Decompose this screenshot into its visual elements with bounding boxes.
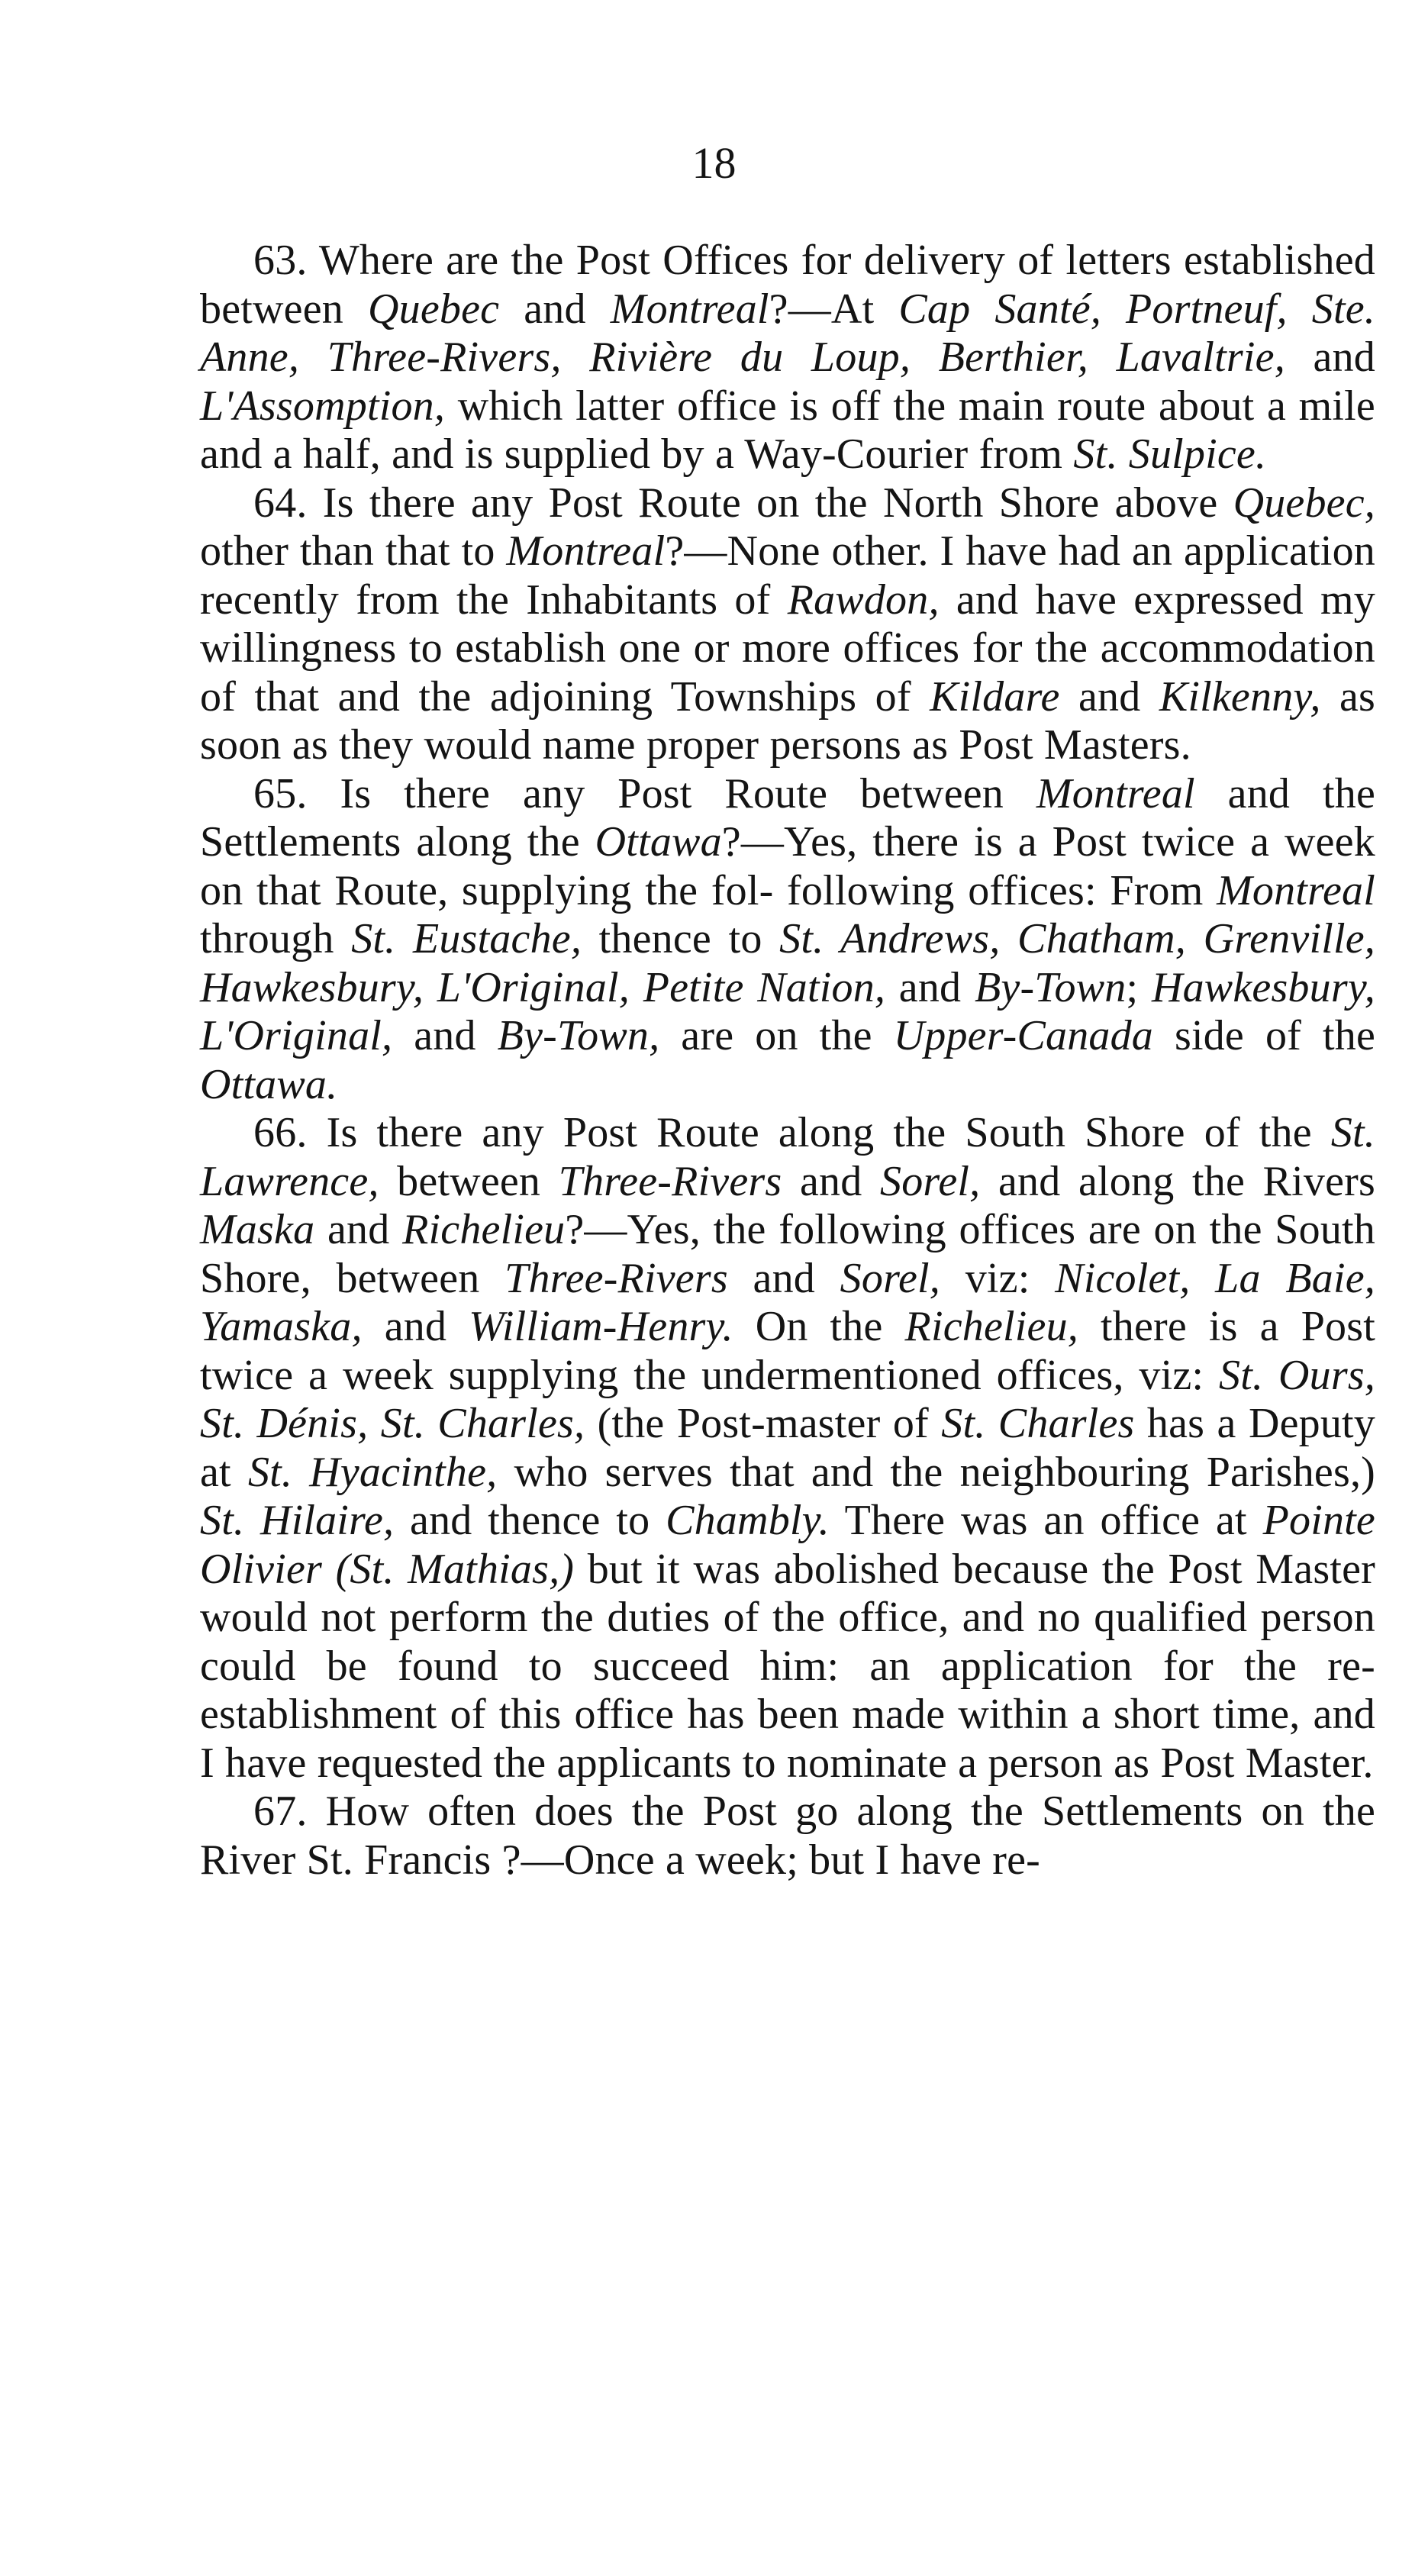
text-run: side of the: [1153, 1012, 1376, 1059]
text-run: and: [314, 1206, 403, 1253]
text-run: between: [379, 1157, 559, 1205]
italic-text: Hawkesbury, L'Original,: [200, 963, 1375, 1059]
text-run: and thence to: [394, 1497, 666, 1544]
text-run: ?—Yes, there is a Post twice a week on that Route, supplying the fol- following offices: From: [200, 818, 1375, 914]
text-run: 66. Is there any Post Route along the South Shore of the: [253, 1109, 1331, 1156]
italic-text: Three-Rivers: [558, 1157, 782, 1205]
body-text: [200, 237, 1375, 1884]
italic-text: Nicolet, La Baie, Yamaska,: [200, 1254, 1375, 1350]
italic-text: Montreal: [610, 285, 769, 333]
text-run: are on the: [659, 1012, 894, 1059]
text-run: viz:: [940, 1254, 1056, 1302]
paragraph-q63: [200, 237, 1375, 479]
paragraph-q66: [200, 1109, 1375, 1788]
text-run: ?—None other. I have had an application recently from the Inhabitants of: [200, 527, 1375, 624]
text-run: and: [1285, 334, 1376, 381]
page-number: 18: [691, 138, 737, 188]
italic-text: Cap Santé, Portneuf, Ste. Anne, Three-Rivers, Rivière du Loup, Berthier, Lavaltrie,: [200, 285, 1375, 381]
text-run: 65. Is there any Post Route between: [253, 769, 1036, 817]
italic-text: By-Town: [974, 963, 1127, 1011]
text-run: there is a Post twice a week supplying the undermentioned offices, viz:: [200, 1303, 1375, 1399]
italic-text: By-Town,: [497, 1012, 660, 1059]
italic-text: Kilkenny,: [1159, 672, 1321, 721]
italic-text: St. Sulpice.: [1073, 430, 1267, 478]
italic-text: Three-Rivers: [504, 1254, 728, 1302]
text-run: and: [392, 1012, 498, 1059]
text-run: who serves that and the neighbouring Parishes,): [497, 1448, 1376, 1496]
text-run: and: [727, 1254, 840, 1302]
italic-text: Richelieu,: [904, 1303, 1078, 1350]
text-run: as soon as they would name proper persons as Post Masters.: [200, 672, 1376, 769]
italic-text: Ottawa.: [200, 1060, 338, 1108]
italic-text: St. Ours, St. Dénis, St. Charles,: [200, 1351, 1376, 1447]
text-run: and: [885, 963, 975, 1011]
text-run: 64. Is there any Post Route on the North Shore above: [253, 479, 1233, 527]
text-run: (the Post-master of: [585, 1400, 942, 1447]
paragraph-q65: [200, 770, 1375, 1110]
text-run: has a Deputy at: [200, 1400, 1375, 1496]
text-run: which latter office is off the main route about a mile and a half, and is supplied by a Way-Courier from: [200, 382, 1375, 478]
italic-text: Sorel,: [880, 1157, 981, 1205]
italic-text: Rawdon,: [787, 575, 940, 624]
text-run: and: [782, 1157, 881, 1205]
text-run: and the Settlements along the: [200, 769, 1376, 866]
paragraph-q64: [200, 479, 1375, 770]
text-run: thence to: [582, 915, 780, 962]
italic-text: Ottawa: [595, 818, 722, 866]
italic-text: Chambly.: [666, 1497, 830, 1544]
italic-text: Quebec,: [1233, 479, 1375, 527]
text-run: and: [362, 1303, 469, 1350]
italic-text: St. Hyacinthe,: [247, 1448, 498, 1496]
italic-text: Montreal: [1217, 866, 1375, 914]
italic-text: Upper-Canada: [893, 1012, 1153, 1059]
text-run: through: [200, 915, 352, 962]
italic-text: St. Andrews, Chatham, Grenville, Hawkesbury, L'Original, Petite Nation,: [200, 915, 1376, 1011]
italic-text: St. Eustache,: [351, 915, 582, 962]
italic-text: Richelieu: [402, 1206, 566, 1253]
italic-text: St. Charles: [941, 1400, 1135, 1447]
text-run: On the: [733, 1303, 905, 1350]
text-run: 67. How often does the Post go along the Settlements on the River St. Francis ?—Once a week; but I have re-: [200, 1788, 1375, 1884]
paragraph-q67: [200, 1788, 1375, 1884]
text-run: and: [499, 285, 611, 333]
text-run: ?—At: [769, 285, 899, 333]
text-run: ?—Yes, the following offices are on the South Shore, between: [200, 1206, 1376, 1302]
italic-text: Montreal: [1036, 769, 1195, 817]
italic-text: L'Assomption,: [200, 382, 446, 430]
italic-text: Montreal: [506, 527, 666, 575]
text-run: and: [1059, 672, 1159, 721]
text-run: other than that to: [200, 527, 507, 575]
italic-text: Sorel,: [840, 1254, 941, 1302]
italic-text: Pointe Olivier (St. Mathias,): [200, 1497, 1375, 1593]
italic-text: Kildare: [930, 672, 1060, 721]
text-run: There was an office at: [829, 1497, 1263, 1544]
text-run: and along the Rivers: [980, 1157, 1375, 1205]
text-run: but it was abolished because the Post Master would not perform the duties of the office, and no qualified person could be found to succeed him: an application for the re-establishment of this office has been made within a short time, and I have requested the applicants to nominate a person as Post Master.: [200, 1545, 1376, 1787]
italic-text: St. Hilaire,: [200, 1497, 395, 1544]
italic-text: Maska: [200, 1206, 315, 1253]
italic-text: Quebec: [368, 285, 500, 333]
italic-text: St. Lawrence,: [200, 1109, 1375, 1205]
text-run: 63. Where are the Post Offices for delivery of letters established between: [200, 237, 1375, 333]
text-run: ;: [1126, 963, 1152, 1011]
italic-text: William-Henry.: [469, 1303, 733, 1350]
text-run: and have expressed my willingness to establish one or more offices for the accommodation of that and the adjoining Townships of: [200, 575, 1375, 721]
